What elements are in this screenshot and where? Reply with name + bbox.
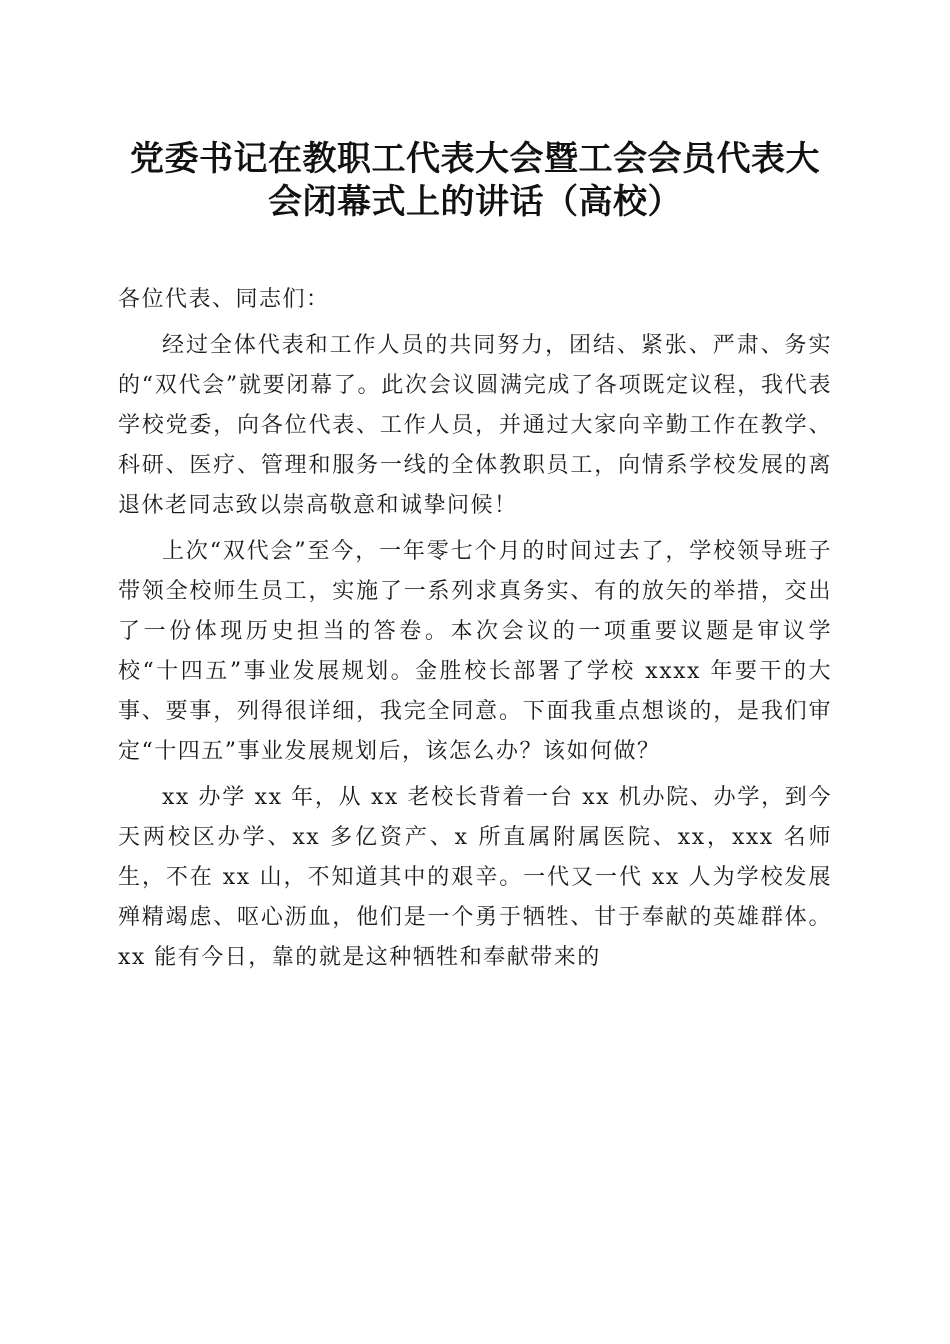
title-line-1: 党委书记在教职工代表大会暨工会会员代表大 <box>130 139 820 179</box>
page-title <box>118 138 832 224</box>
document-body <box>118 280 832 978</box>
paragraph-2: 上次“双代会”至今，一年零七个月的时间过去了，学校领导班子带领全校师生员工，实施了一系列求真务实、有的放矢的举措，交出了一份体现历史担当的答卷。本次会议的一项重要议题是审议学校“十四五”事业发展规划。金胜校长部署了学校 xxxx 年要干的大事、要事，列得很详细，我完全同意。下面我重点想谈的，是我们审定“十四五”事业发展规划后，该怎么办？该如何做？ <box>118 539 832 764</box>
paragraph-1: 经过全体代表和工作人员的共同努力，团结、紧张、严肃、务实的“双代会”就要闭幕了。此次会议圆满完成了各项既定议程，我代表学校党委，向各位代表、工作人员，并通过大家向辛勤工作在教学、科研、医疗、管理和服务一线的全体教职员工，向情系学校发展的离退休老同志致以崇高敬意和诚挚问候！ <box>118 333 832 518</box>
paragraph-3: xx 办学 xx 年，从 xx 老校长背着一台 xx 机办院、办学，到今天两校区办学、xx 多亿资产、x 所直属附属医院、xx，xxx 名师生，不在 xx 山，不知道其中的艰辛。一代又一代 xx 人为学校发展殚精竭虑、呕心沥血，他们是一个勇于牺牲、甘于奉献的英雄群体。xx 能有今日，靠的就是这种牺牲和奉献带来的 <box>118 785 832 970</box>
title-line-2: 会闭幕式上的讲话（高校） <box>268 182 682 222</box>
salutation: 各位代表、同志们： <box>118 287 330 312</box>
